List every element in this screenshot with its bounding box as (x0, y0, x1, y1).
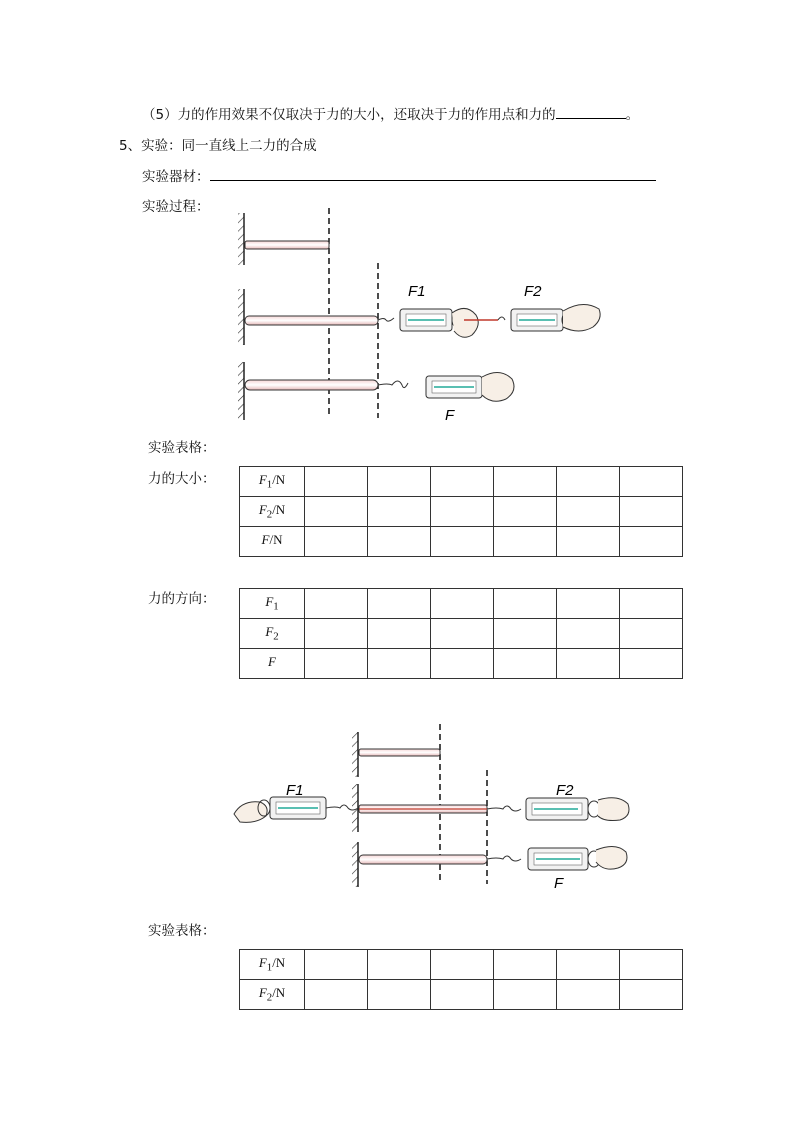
answer-cell[interactable] (557, 980, 620, 1010)
spring-scale-f (426, 372, 514, 401)
experiment-figure-1 (230, 205, 610, 423)
answer-cell[interactable] (494, 649, 557, 679)
answer-cell[interactable] (557, 527, 620, 557)
experiment-figure-2 (232, 722, 642, 890)
answer-cell[interactable] (620, 497, 683, 527)
row-header: $F_2/N$ (240, 980, 305, 1010)
row-header: $F_1$ (240, 589, 305, 619)
row-header: $F_2$ (240, 619, 305, 649)
row-header: $F_1/N$ (240, 950, 305, 980)
answer-cell[interactable] (368, 950, 431, 980)
answer-cell[interactable] (431, 980, 494, 1010)
answer-cell[interactable] (305, 950, 368, 980)
answer-cell[interactable] (620, 619, 683, 649)
question-5-line (142, 103, 639, 123)
equipment-blank[interactable] (210, 166, 656, 181)
table-row (240, 589, 683, 619)
answer-cell[interactable] (431, 527, 494, 557)
label-f1: F1 (286, 782, 304, 799)
process-label: 实验过程： (142, 199, 210, 215)
answer-cell[interactable] (305, 527, 368, 557)
table-row (240, 619, 683, 649)
equipment-line (142, 165, 656, 185)
answer-cell[interactable] (557, 497, 620, 527)
rubber-band-unstretched (359, 749, 440, 756)
answer-cell[interactable] (368, 649, 431, 679)
answer-cell[interactable] (431, 619, 494, 649)
answer-cell[interactable] (557, 467, 620, 497)
answer-cell[interactable] (368, 467, 431, 497)
answer-cell[interactable] (557, 589, 620, 619)
answer-cell[interactable] (305, 467, 368, 497)
answer-cell[interactable] (368, 497, 431, 527)
answer-cell[interactable] (557, 619, 620, 649)
answer-cell[interactable] (494, 950, 557, 980)
rubber-band-single-force (245, 380, 378, 390)
answer-cell[interactable] (431, 950, 494, 980)
answer-cell[interactable] (431, 589, 494, 619)
answer-cell[interactable] (305, 589, 368, 619)
table-row (240, 980, 683, 1010)
question-5-end: 。 (625, 107, 640, 123)
answer-cell[interactable] (431, 467, 494, 497)
section-5-title: 5、实验：同一直线上二力的合成 (119, 138, 317, 154)
question-5-text: （5）力的作用效果不仅取决于力的大小，还取决于力的作用点和力的 (142, 107, 556, 123)
rubber-band-single-force (359, 855, 487, 864)
row-header: $F_2/N$ (240, 497, 305, 527)
answer-cell[interactable] (368, 589, 431, 619)
spring-scale-f (487, 846, 627, 870)
answer-cell[interactable] (431, 497, 494, 527)
answer-cell[interactable] (368, 980, 431, 1010)
row-header: F (240, 649, 305, 679)
magnitude-table (239, 466, 683, 557)
spring-scale-f2 (511, 304, 600, 331)
answer-cell[interactable] (557, 950, 620, 980)
label-f2: F2 (524, 283, 542, 300)
answer-cell[interactable] (620, 467, 683, 497)
answer-cell[interactable] (494, 619, 557, 649)
magnitude-label: 力的大小： (148, 471, 216, 487)
table-row (240, 950, 683, 980)
wall (238, 213, 244, 420)
equipment-label: 实验器材： (142, 169, 210, 185)
table-label-1: 实验表格： (148, 440, 216, 456)
answer-cell[interactable] (368, 619, 431, 649)
answer-cell[interactable] (494, 467, 557, 497)
label-f: F (445, 407, 455, 423)
answer-cell[interactable] (431, 649, 494, 679)
answer-cell[interactable] (368, 527, 431, 557)
answer-cell[interactable] (620, 950, 683, 980)
table-label-2: 实验表格： (148, 923, 216, 939)
answer-cell[interactable] (494, 980, 557, 1010)
answer-cell[interactable] (305, 649, 368, 679)
answer-cell[interactable] (620, 649, 683, 679)
direction-label: 力的方向： (148, 591, 216, 607)
table-row (240, 649, 683, 679)
rubber-band-unstretched (245, 241, 329, 249)
spring-scale-f2 (487, 798, 629, 821)
row-header: $F_1/N$ (240, 467, 305, 497)
answer-cell[interactable] (620, 980, 683, 1010)
label-f1: F1 (408, 283, 426, 300)
answer-cell[interactable] (557, 649, 620, 679)
answer-cell[interactable] (305, 619, 368, 649)
label-f2: F2 (556, 782, 574, 799)
table-row (240, 527, 683, 557)
row-header: F/N (240, 527, 305, 557)
answer-cell[interactable] (620, 589, 683, 619)
answer-cell[interactable] (620, 527, 683, 557)
direction-table (239, 588, 683, 679)
spring-scale-f1 (234, 797, 358, 822)
spring-scale-f1 (400, 308, 478, 337)
bottom-table (239, 949, 683, 1010)
table-row (240, 467, 683, 497)
answer-cell[interactable] (494, 589, 557, 619)
label-f: F (554, 875, 564, 890)
answer-cell[interactable] (494, 527, 557, 557)
answer-cell[interactable] (494, 497, 557, 527)
answer-cell[interactable] (305, 980, 368, 1010)
table-row (240, 497, 683, 527)
answer-cell[interactable] (305, 497, 368, 527)
rubber-band-two-forces (245, 316, 378, 325)
answer-blank[interactable] (556, 104, 626, 119)
